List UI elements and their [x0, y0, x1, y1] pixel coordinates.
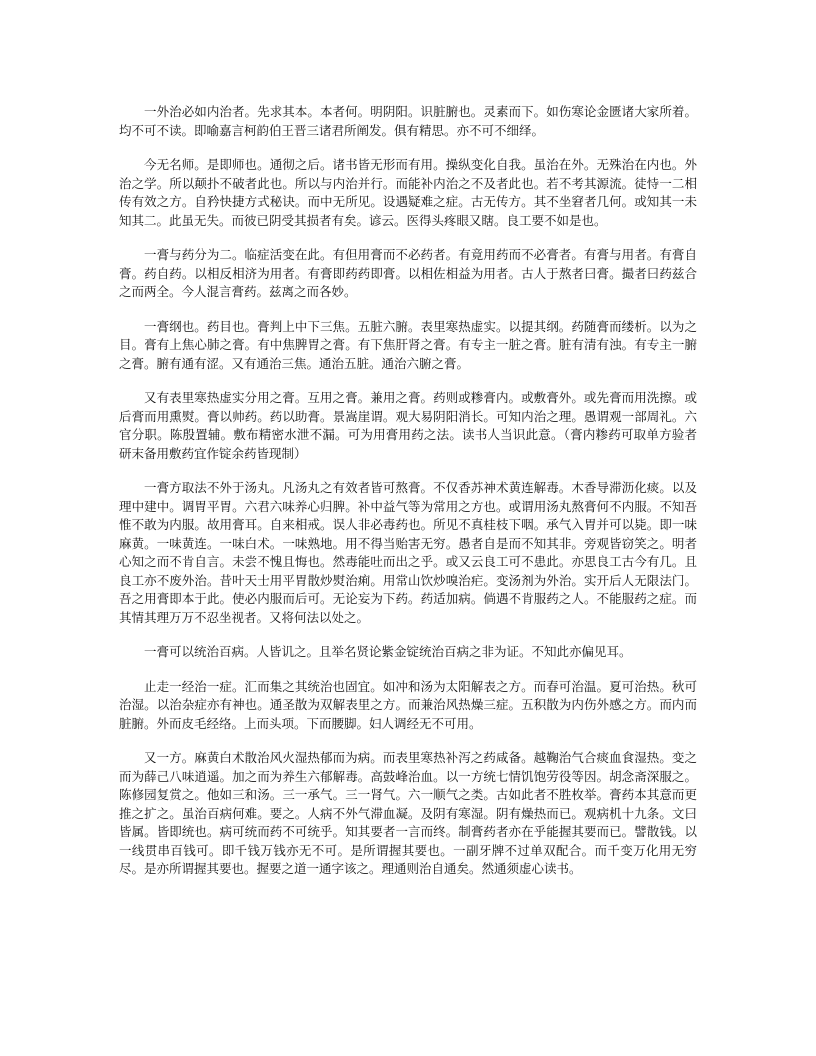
paragraph-3: 一膏与药分为二。临症活变在此。有但用膏而不必药者。有竟用药而不必膏者。有膏与用者。有膏自膏。药自药。以相反相济为用者。有膏即药药即膏。以相佐相益为用者。古人于熬者曰膏。撮者曰药兹合之而两全。今人混言膏药。兹离之而各妙。: [119, 247, 697, 299]
document-page: [119, 103, 697, 895]
paragraph-8: 止走一经治一症。汇而集之其统治也固宜。如冲和汤为太阳解表之方。而春可治温。夏可治热。秋可治湿。以治杂症亦有神也。通圣散为双解表里之方。而兼治风热燥三症。五积散为内伤外感之方。而内而脏腑。外而皮毛经络。上而头项。下而腰脚。妇人调经无不可用。: [119, 678, 697, 731]
paragraph-9: 又一方。麻黄白术散治风火湿热郁而为病。而表里寒热补泻之药咸备。越鞠治气合痰血食湿热。变之而为薛己八味逍遥。加之而为养生六郁解毒。高鼓峰治血。以一方统七情饥饱劳役等因。胡念斋深服之。陈修园复赏之。他如三和汤。三一承气。三一肾气。六一顺气之类。古如此者不胜枚举。膏药本其意而更推之扩之。虽治百病何难。要之。人病不外气滞血凝。及阴有寒湿。阴有燥热而已。观病机十九条。文曰皆属。皆即统也。病可统而药不可统乎。知其要者一言而终。制膏药者亦在乎能握其要而已。譬散钱。以一线贯串百钱可。即千钱万钱亦无不可。是所谓握其要也。一副牙牌不过单双配合。而千变万化用无穷尽。是亦所谓握其要也。握要之道一通字该之。理通则治自通矣。然通须虚心读书。: [119, 750, 697, 876]
paragraph-2: 今无名师。是即师也。通彻之后。诸书皆无形而有用。操纵变化自我。虽治在外。无殊治在内也。外治之学。所以颠扑不破者此也。所以与内治并行。而能补内治之不及者此也。若不考其源流。徒恃一二相传有效之方。自矜快捷方式秘诀。而中无所见。设遇疑难之症。古无传方。其不坐窘者几何。或知其一未知其二。此虽无失。而彼已阴受其损者有矣。谚云。医得头疼眼又瞎。良工要不如是也。: [119, 157, 697, 228]
paragraph-4: 一膏纲也。药目也。膏判上中下三焦。五脏六腑。表里寒热虚实。以提其纲。药随膏而缕析。以为之目。膏有上焦心肺之膏。有中焦脾胃之膏。有下焦肝肾之膏。有专主一脏之膏。脏有清有浊。有专主一腑之膏。腑有通有涩。又有通治三焦。通治五脏。通治六腑之膏。: [119, 318, 697, 371]
paragraph-6: 一膏方取法不外于汤丸。凡汤丸之有效者皆可熬膏。不仅香苏神术黄连解毒。木香导滞沥化痰。以及理中建中。调胃平胃。六君六味养心归脾。补中益气等为常用之方也。或谓用汤丸熬膏何不内服。不知吾惟不敢为内服。故用膏耳。自来相戒。误人非必毒药也。所见不真桂枝下咽。承气入胃并可以毙。即一味麻黄。一味黄连。一味白术。一味熟地。用不得当贻害无穷。愚者自是而不知其非。旁观皆窃笑之。明者心知之而不肯自言。未尝不愧且悔也。然毒能吐而出之乎。或又云良工可不患此。亦思良工古今有几。且良工亦不废外治。昔叶天士用平胃散炒熨治痢。用常山饮炒嗅治疟。变汤剂为外治。实开后人无限法门。吾之用膏即本于此。使必内服而后可。无论妄为下药。药适加病。倘遇不肯服药之人。不能服药之症。而其情其理万万不忍坐视者。又将何法以处之。: [119, 480, 697, 625]
paragraph-1: 一外治必如内治者。先求其本。本者何。明阴阳。识脏腑也。灵素而下。如伤寒论金匮诸大家所着。均不可不读。即喻嘉言柯韵伯王晋三诸君所阐发。俱有精思。亦不可不细绎。: [119, 104, 697, 138]
paragraph-5: 又有表里寒热虚实分用之膏。互用之膏。兼用之膏。药则或糁膏内。或敷膏外。或先膏而用洗擦。或后膏而用熏熨。膏以帅药。药以助膏。景嵩崖谓。观大易阴阳消长。可知内治之理。愚谓观一部周礼。六官分职。陈殷置辅。敷布精密水泄不漏。可为用膏用药之法。读书人当识此意。（膏内糁药可取单方验者研末备用敷药宜作锭余药皆现制）: [119, 390, 697, 461]
paragraph-7: 一膏可以统治百病。人皆讥之。且举名贤论紫金锭统治百病之非为证。不知此亦偏见耳。: [144, 644, 632, 659]
